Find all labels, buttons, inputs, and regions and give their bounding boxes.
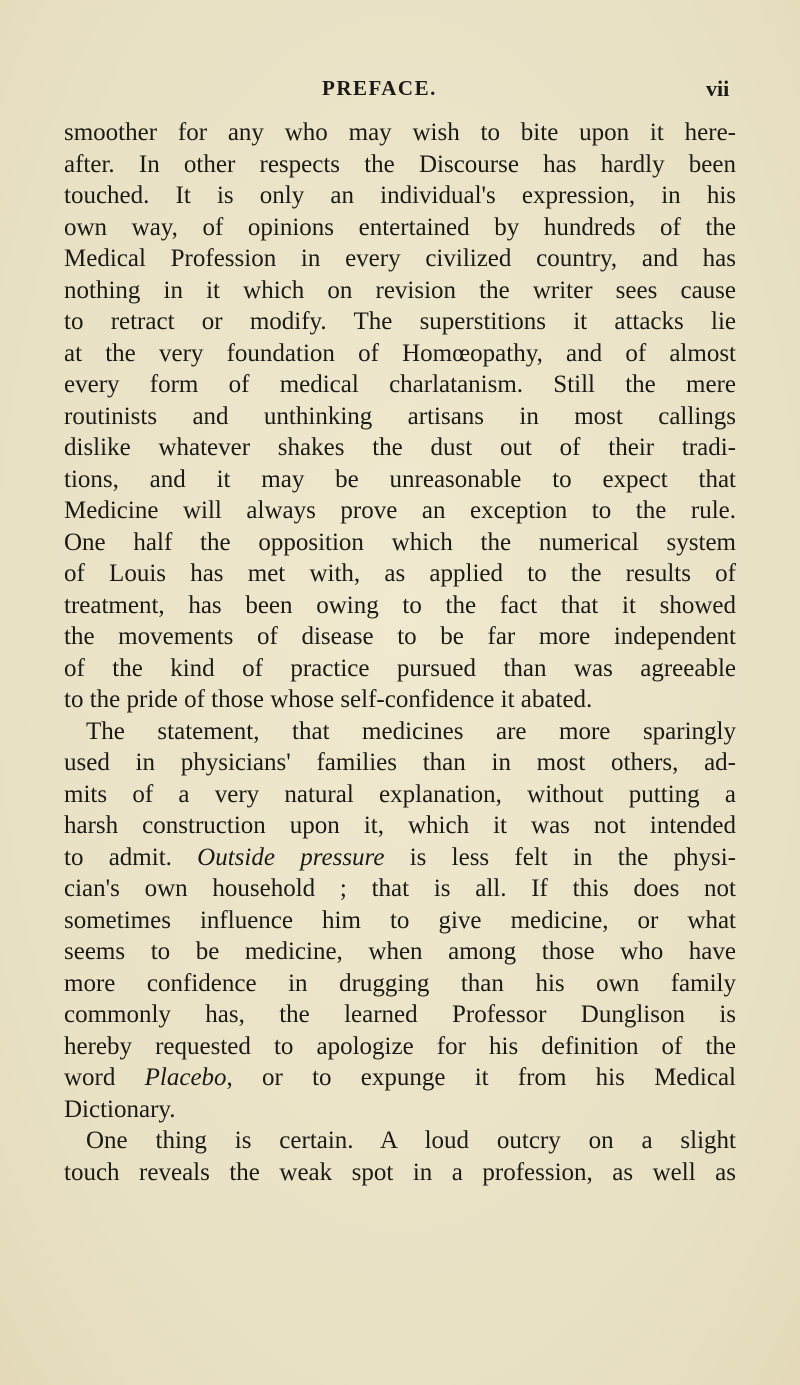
page-number: vii xyxy=(706,76,730,101)
text-line: dislike whatever shakes the dust out of their tradi- xyxy=(64,434,736,461)
text-line: used in physicians' families than in most others, ad- xyxy=(64,749,736,776)
text-line: of the kind of practice pursued than was agreeable xyxy=(64,654,736,682)
text-line: tions, and it may be unreasonable to expect that xyxy=(64,465,736,493)
text-line: cian's own household ; that is all. If this does not xyxy=(64,875,736,902)
italic-phrase: Placebo xyxy=(144,1064,227,1091)
text-line: Dictionary. xyxy=(64,1095,176,1123)
text-line: sometimes influence him to give medicine, or what xyxy=(64,906,736,934)
page-header xyxy=(0,76,800,106)
text-line-segment: is less felt in the physi- xyxy=(384,843,736,871)
text-line: touched. It is only an individual's expression, in his xyxy=(64,182,736,209)
text-line-segment: to admit. xyxy=(64,843,198,871)
text-line: own way, of opinions entertained by hundreds of the xyxy=(64,213,736,241)
text-line: Medicine will always prove an exception to the rule. xyxy=(64,497,736,524)
text-line: hereby requested to apologize for his definition of the xyxy=(64,1032,736,1060)
text-line: treatment, has been owing to the fact that it showed xyxy=(64,591,736,619)
text-line: commonly has, the learned Professor Dunglison is xyxy=(64,1001,736,1028)
text-line: after. In other respects the Discourse has hardly been xyxy=(64,150,736,178)
italic-phrase: Outside pressure xyxy=(197,843,385,871)
running-title: PREFACE. xyxy=(322,76,437,100)
text-line-segment: word xyxy=(64,1064,145,1091)
text-line: Medical Profession in every civilized country, and has xyxy=(64,245,736,272)
text-line: touch reveals the weak spot in a profession, as well as xyxy=(64,1158,736,1186)
text-line-segment: , or to expunge it from his Medical xyxy=(226,1064,736,1091)
text-line: every form of medical charlatanism. Still the mere xyxy=(64,371,736,398)
text-line: routinists and unthinking artisans in most callings xyxy=(64,402,736,430)
text-line: harsh construction upon it, which it was not intended xyxy=(64,812,736,839)
text-line: to retract or modify. The superstitions it attacks lie xyxy=(64,308,736,335)
text-line: mits of a very natural explanation, without putting a xyxy=(64,780,736,808)
text-line: nothing in it which on revision the writer sees cause xyxy=(64,276,736,304)
text-line: at the very foundation of Homœopathy, and of almost xyxy=(64,339,736,367)
text-line: of Louis has met with, as applied to the results of xyxy=(64,560,736,587)
text-line: One half the opposition which the numerical system xyxy=(64,528,736,556)
text-line: smoother for any who may wish to bite upon it here- xyxy=(64,119,736,146)
text-line: more confidence in drugging than his own family xyxy=(64,969,736,997)
text-line: the movements of disease to be far more independent xyxy=(64,623,736,650)
text-line: seems to be medicine, when among those who have xyxy=(64,938,736,965)
text-line: to the pride of those whose self-confidence it abated. xyxy=(64,686,593,713)
body-text xyxy=(64,117,736,1188)
text-line xyxy=(64,842,736,874)
text-line: One thing is certain. A loud outcry on a slight xyxy=(86,1127,736,1154)
text-line: The statement, that medicines are more sparingly xyxy=(86,717,736,745)
text-line xyxy=(64,1062,736,1094)
